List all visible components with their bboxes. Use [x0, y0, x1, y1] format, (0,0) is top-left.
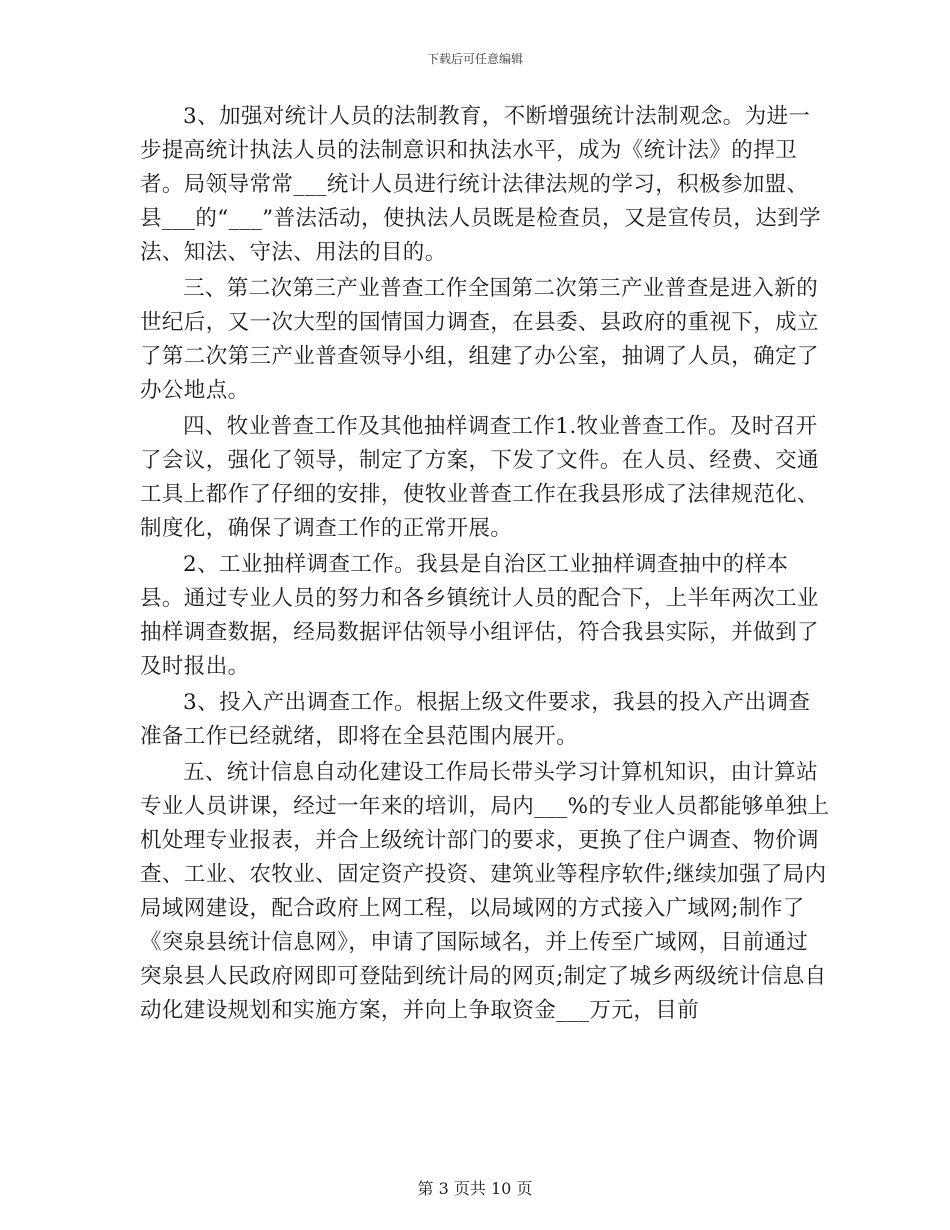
page-number: 第 3 页共 10 页 [417, 1179, 533, 1198]
paragraph: 2、工业抽样调查工作。我县是自治区工业抽样调查抽中的样本县。通过专业人员的努力和各乡镇统计人员的配合下，上半年两次工业抽样调查数据，经局数据评估领导小组评估，符合我县实际，并做到了及时报出。 [140, 552, 819, 679]
paragraph: 3、加强对统计人员的法制教育，不断增强统计法制观念。为进一步提高统计执法人员的法制意识和执法水平，成为《统计法》的捍卫者。局领导常常___统计人员进行统计法律法规的学习，积极参加盟、县___的“___”普法活动，使执法人员既是检查员，又是宣传员，达到学法、知法、守法、用法的目的。 [140, 104, 821, 265]
paragraph: 3、投入产出调查工作。根据上级文件要求，我县的投入产出调查准备工作已经就绪，即将在全县范围内展开。 [140, 690, 811, 749]
paragraph: 四、牧业普查工作及其他抽样调查工作1.牧业普查工作。及时召开了会议，强化了领导，制定了方案，下发了文件。在人员、经费、交通工具上都作了仔细的安排，使牧业普查工作在我县形成了法律规范化、制度化，确保了调查工作的正常开展。 [140, 414, 819, 541]
paragraph: 三、第二次第三产业普查工作全国第二次第三产业普查是进入新的世纪后，又一次大型的国情国力调查，在县委、县政府的重视下，成立了第二次第三产业普查领导小组，组建了办公室，抽调了人员，确定了办公地点。 [140, 276, 819, 403]
paragraph: 五、统计信息自动化建设工作局长带头学习计算机知识，由计算站专业人员讲课，经过一年来的培训，局内___%的专业人员都能够单独上机处理专业报表，并合上级统计部门的要求，更换了住户调查、物价调查、工业、农牧业、固定资产投资、建筑业等程序软件;继续加强了局内局域网建设，配合政府上网工程，以局域网的方式接入广域网;制作了《突泉县统计信息网》，申请了国际域名，并上传至广域网，目前通过突泉县人民政府网即可登陆到统计局的网页;制定了城乡两级统计信息自动化建设规划和实施方案，并向上争取资金___万元，目前 [140, 760, 830, 1023]
page-header: 下载后可任意编辑 [426, 52, 523, 66]
document-body [140, 100, 830, 1028]
